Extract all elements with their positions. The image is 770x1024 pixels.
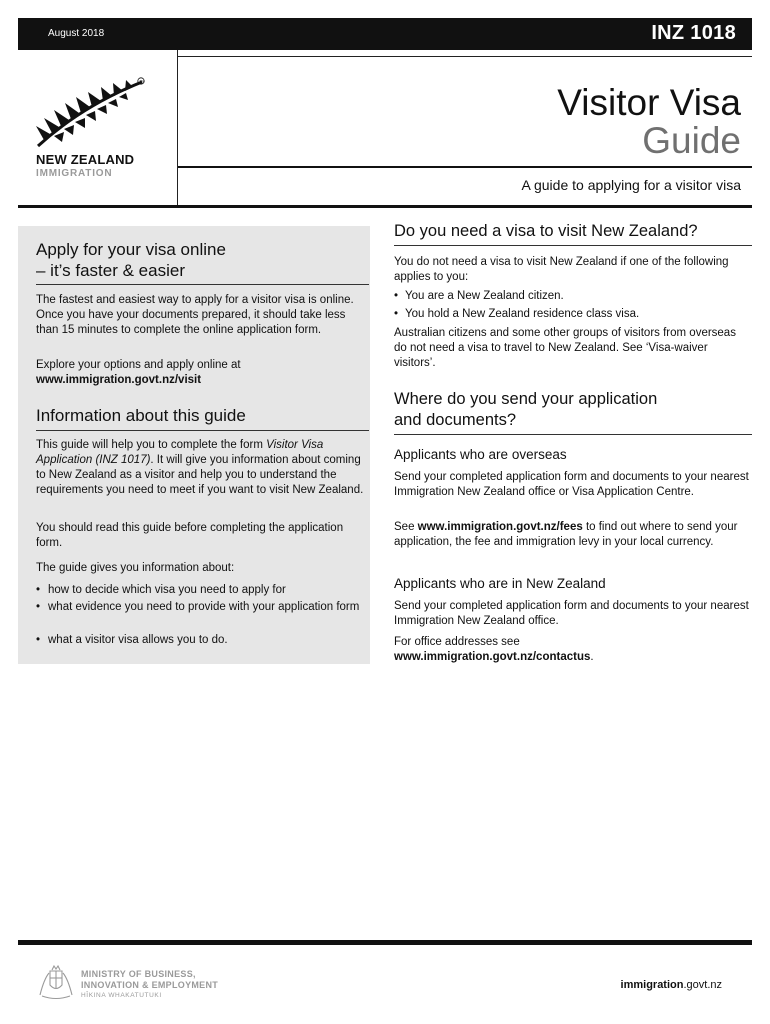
section-rule bbox=[394, 245, 752, 246]
website-domain-rest: .govt.nz bbox=[683, 979, 722, 991]
panel-paragraph: You should read this guide before completing the application form. bbox=[36, 522, 344, 549]
form-reference: Visitor Visa Application (INZ 1017) bbox=[36, 439, 324, 466]
header-rule-bottom bbox=[18, 205, 752, 208]
panel-paragraph: The guide gives you information about: bbox=[36, 562, 235, 574]
list-item bbox=[36, 633, 366, 648]
section-text: . bbox=[590, 651, 594, 663]
panel-heading-apply bbox=[36, 239, 226, 281]
page-subtitle: A guide to applying for a visitor visa bbox=[521, 177, 741, 193]
silver-fern-icon bbox=[30, 70, 160, 150]
contactus-link[interactable]: www.immigration.govt.nz/contactus bbox=[394, 651, 591, 663]
logo-agency-text: IMMIGRATION bbox=[36, 168, 113, 179]
list-item-text: what a visitor visa allows you to do. bbox=[48, 634, 228, 646]
bullet-icon: • bbox=[36, 601, 41, 613]
nz-coat-of-arms-icon bbox=[36, 965, 76, 1001]
panel-text: . It will give you information about coming to New Zealand as a visitor and help you to understand the requirements you need to meet if you want to visit New Zealand. bbox=[36, 454, 364, 496]
list-item-text: You are a New Zealand citizen. bbox=[405, 290, 564, 302]
section-text: For office addresses see bbox=[394, 636, 520, 648]
panel-paragraph bbox=[36, 358, 366, 388]
panel-paragraph bbox=[36, 438, 366, 498]
website-domain-bold: immigration bbox=[620, 979, 684, 991]
panel-heading-apply-line2: – it’s faster & easier bbox=[36, 261, 185, 280]
section-heading-line1: Where do you send your application bbox=[394, 390, 658, 408]
page-title: Visitor Visa bbox=[557, 82, 741, 123]
list-item-text: how to decide which visa you need to apply for bbox=[48, 584, 286, 596]
list-item-text: You hold a New Zealand residence class visa. bbox=[405, 308, 640, 320]
panel-rule bbox=[36, 284, 369, 285]
section-paragraph bbox=[394, 635, 749, 665]
fees-link[interactable]: www.immigration.govt.nz/fees bbox=[417, 521, 583, 533]
section-rule bbox=[394, 434, 752, 435]
section-text: to find out where to send your application, the fee and immigration levy in your local currency. bbox=[394, 521, 738, 548]
form-code: INZ 1018 bbox=[651, 22, 736, 44]
subheading-overseas: Applicants who are overseas bbox=[394, 447, 567, 462]
website-link[interactable] bbox=[621, 979, 722, 991]
list-item bbox=[394, 307, 749, 322]
page-title-secondary: Guide bbox=[642, 120, 741, 161]
visit-link[interactable]: www.immigration.govt.nz/visit bbox=[36, 374, 202, 386]
header-rule-middle bbox=[178, 166, 752, 168]
list-item-text: what evidence you need to provide with your application form bbox=[48, 601, 360, 613]
header-divider-vertical bbox=[177, 50, 178, 205]
footer-rule bbox=[18, 940, 752, 945]
logo-country-text: NEW ZEALAND bbox=[36, 152, 135, 167]
ministry-name-line1: MINISTRY OF BUSINESS, bbox=[81, 969, 196, 979]
section-text: See bbox=[394, 521, 415, 533]
section-paragraph bbox=[394, 520, 749, 550]
section-heading-send-application bbox=[394, 389, 657, 431]
bullet-icon: • bbox=[394, 290, 399, 302]
bullet-icon: • bbox=[394, 308, 399, 320]
section-heading-line2: and documents? bbox=[394, 411, 517, 429]
panel-heading-apply-line1: Apply for your visa online bbox=[36, 240, 226, 259]
issue-date: August 2018 bbox=[48, 28, 105, 39]
ministry-name-line2: INNOVATION & EMPLOYMENT bbox=[81, 980, 219, 990]
top-bar bbox=[18, 18, 752, 50]
ministry-maori-name: HĪKINA WHAKATUTUKI bbox=[81, 992, 162, 999]
svg-text:TM: TM bbox=[139, 79, 145, 84]
panel-paragraph: The fastest and easiest way to apply for a visitor visa is online. Once you have your documents prepared, it should take less than 15 minutes to complete the online application form. bbox=[36, 294, 354, 336]
subheading-in-nz: Applicants who are in New Zealand bbox=[394, 576, 606, 591]
section-paragraph: Australian citizens and some other groups of visitors from overseas do not need a visa to travel to New Zealand. See ‘Visa-waiver visitors’. bbox=[394, 327, 736, 369]
bullet-icon: • bbox=[36, 634, 41, 646]
list-item bbox=[36, 583, 366, 598]
info-panel bbox=[18, 226, 370, 664]
panel-heading-info: Information about this guide bbox=[36, 406, 246, 425]
panel-text: Explore your options and apply online at bbox=[36, 359, 241, 371]
section-paragraph: Send your completed application form and documents to your nearest Immigration New Zealand office. bbox=[394, 600, 749, 627]
list-item bbox=[36, 600, 366, 615]
section-paragraph: You do not need a visa to visit New Zealand if one of the following applies to you: bbox=[394, 256, 729, 283]
bullet-icon: • bbox=[36, 584, 41, 596]
nz-immigration-logo bbox=[30, 70, 170, 182]
panel-text: This guide will help you to complete the form bbox=[36, 439, 263, 451]
header-rule-top bbox=[178, 56, 752, 57]
panel-rule bbox=[36, 430, 369, 431]
section-heading-need-visa: Do you need a visa to visit New Zealand? bbox=[394, 222, 698, 240]
section-paragraph: Send your completed application form and documents to your nearest Immigration New Zealand office or Visa Application Centre. bbox=[394, 471, 749, 498]
list-item bbox=[394, 289, 749, 304]
